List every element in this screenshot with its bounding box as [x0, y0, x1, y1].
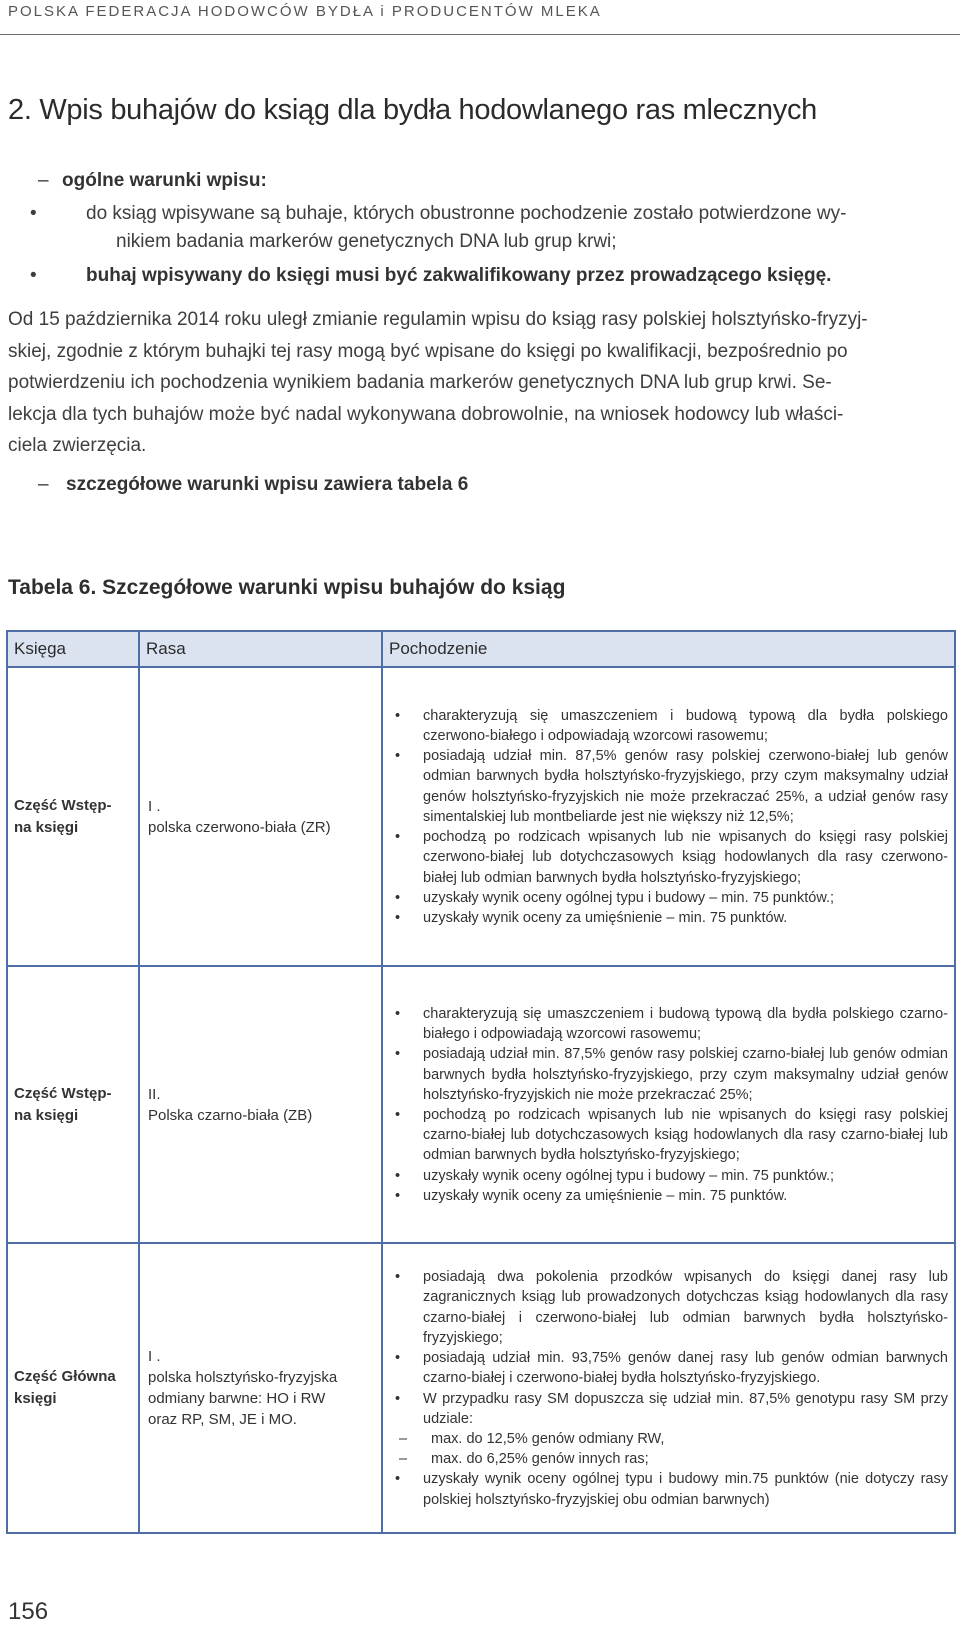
- table-row: [7, 1243, 955, 1533]
- general-heading: ogólne warunki wpisu:: [62, 170, 267, 191]
- detail-heading: szczegółowe warunki wpisu zawiera tabela 6: [66, 474, 469, 495]
- breed-cell: [139, 1243, 382, 1533]
- condition-item: • pochodzą po rodzicach wpisanych lub nie wpisanych do księgi rasy polskiej czerwono-białej lub dotychczasowych ksiąg hodowlanych dla rasy czerwono-białej lub odmian barwnych bydła holsztyńsko-fryzyjskiego;: [395, 829, 948, 886]
- bullet-1-line-2: nikiem badania markerów genetycznych DNA lub grup krwi;: [116, 231, 617, 252]
- table-title: Tabela 6. Szczegółowe warunki wpisu buhajów do ksiąg: [8, 576, 566, 599]
- breed-line: Polska czarno-biała (ZB): [148, 1106, 313, 1124]
- breed-cell: [139, 966, 382, 1243]
- breed-line: I .: [148, 1348, 161, 1365]
- header-text: POLSKA FEDERACJA HODOWCÓW BYDŁA i PRODUCENTÓW MLEKA: [8, 3, 602, 20]
- condition-subitem: – max. do 6,25% genów innych ras;: [399, 1451, 649, 1468]
- condition-item: • uzyskały wynik oceny za umięśnienie – min. 75 punktów.: [395, 909, 788, 926]
- paragraph-line: ciela zwierzęcia.: [8, 435, 147, 456]
- book-cell: [7, 966, 139, 1243]
- condition-item: • pochodzą po rodzicach wpisanych lub nie wpisanych do księgi rasy polskiej czarno-białej lub dotychczasowych ksiąg hodowlanych dla rasy czarno-białej lub odmian barwnych bydła holsztyńsko-fryzyjskiego;: [395, 1107, 948, 1164]
- paragraph-line: skiej, zgodnie z którym buhajki tej rasy mogą być wpisane do księgi po kwalifikacji, bezpośrednio po: [8, 340, 848, 362]
- book-line: Część Wstęp-: [14, 796, 112, 814]
- book-cell: [7, 667, 139, 966]
- paragraph-line: Od 15 października 2014 roku uległ zmianie regulamin wpisu do ksiąg rasy polskiej holsztyńsko-fryzyj-: [8, 309, 868, 330]
- paragraph-line: potwierdzeniu ich pochodzenia wynikiem badania markerów genetycznych DNA lub grup krwi. Se-: [8, 372, 832, 393]
- breed-line: polska holsztyńsko-fryzyjska: [148, 1369, 338, 1386]
- book-line: Część Wstęp-: [14, 1084, 112, 1102]
- running-header: [0, 0, 960, 40]
- header-breed: Rasa: [139, 631, 382, 667]
- header-origin: Pochodzenie: [382, 631, 955, 667]
- condition-item: • charakteryzują się umaszczeniem i budową typową dla bydła polskiego czarno-białego i odpowiadają wzorcowi rasowemu;: [395, 1005, 948, 1043]
- paragraph-line: lekcja dla tych buhajów może być nadal wykonywana dobrowolnie, na wniosek hodowcy lub właści-: [8, 403, 844, 425]
- bullet-2-text: buhaj wpisywany do księgi musi być zakwalifikowany przez prowadzącego księgę.: [86, 265, 832, 286]
- condition-item: • posiadają udział min. 87,5% genów rasy polskiej czerwono-białej lub genów odmian barwnych bydła holsztyńsko-fryzyjskiego, przy czym maksymalny udział genów holsztyńsko-fryzyjskich nie może przekraczać 25%, a udział genów rasy simentalskiej lub montbeliarde jest nie większy niż 12,5%;: [395, 748, 948, 825]
- book-cell: [7, 1243, 139, 1533]
- condition-item: • charakteryzują się umaszczeniem i budową typową dla bydła polskiego czerwono-białego i odpowiadają wzorcowi rasowemu;: [395, 707, 948, 745]
- condition-item: • uzyskały wynik oceny ogólnej typu i budowy min.75 punktów (nie dotyczy rasy polskiej holsztyńsko-fryzyjskiej obu odmian barwnych): [395, 1471, 948, 1508]
- condition-item: • uzyskały wynik oceny za umięśnienie – min. 75 punktów.: [395, 1187, 788, 1204]
- breed-cell: [139, 667, 382, 966]
- bullet-marker: •: [30, 265, 37, 286]
- condition-item: • uzyskały wynik oceny ogólnej typu i budowy – min. 75 punktów.;: [395, 1167, 835, 1184]
- condition-subitem: – max. do 12,5% genów odmiany RW,: [399, 1430, 665, 1447]
- condition-item: • posiadają udział min. 93,75% genów danej rasy lub genów odmian barwnych czarno-białej i czerwono-białej bydła holsztyńsko-fryzyjskiego.: [395, 1350, 948, 1387]
- breed-line: II.: [148, 1085, 161, 1103]
- book-line: na księgi: [14, 1106, 79, 1124]
- table-row: [7, 966, 955, 1243]
- table-row: [7, 667, 955, 966]
- page-number: 156: [8, 1598, 49, 1625]
- book-line: na księgi: [14, 818, 79, 836]
- condition-item: • posiadają dwa pokolenia przodków wpisanych do księgi danej rasy lub zagranicznych ksiąg lub prowadzonych dotychczas ksiąg hodowlanych dla rasy czarno-białej i czerwono-białej lub odmian barwnych bydła holsztyńsko-fryzyjskiego;: [395, 1269, 948, 1346]
- origin-cell: [382, 1243, 955, 1533]
- origin-cell: [382, 667, 955, 966]
- table-header-row: [7, 631, 955, 667]
- general-bullet-1: [8, 200, 954, 256]
- general-bullet-2: [8, 262, 954, 290]
- origin-cell: [382, 966, 955, 1243]
- condition-item: • uzyskały wynik oceny ogólnej typu i budowy – min. 75 punktów.;: [395, 889, 835, 906]
- dash-marker: –: [38, 474, 49, 495]
- conditions-table: [6, 630, 956, 1534]
- dash-marker: –: [38, 170, 49, 191]
- breed-line: oraz RP, SM, JE i MO.: [148, 1411, 297, 1428]
- book-line: księgi: [14, 1390, 57, 1407]
- bullet-1-line-1: do ksiąg wpisywane są buhaje, których obustronne pochodzenie zostało potwierdzone wy-: [86, 203, 847, 224]
- header-book: Księga: [7, 631, 139, 667]
- section-title: 2. Wpis buhajów do ksiąg dla bydła hodowlanego ras mlecznych: [8, 94, 817, 126]
- breed-line: odmiany barwne: HO i RW: [148, 1390, 326, 1407]
- breed-line: I .: [148, 797, 161, 815]
- condition-item: • posiadają udział min. 87,5% genów rasy polskiej czarno-białej lub genów odmian barwnych bydła holsztyńsko-fryzyjskiego, przy czym maksymalny udział genów holsztyńsko-fryzyjskich nie może przekraczać 25%;: [395, 1046, 948, 1103]
- policy-paragraph: [8, 304, 954, 462]
- header-rule: [0, 34, 960, 35]
- bullet-marker: •: [30, 203, 37, 224]
- book-line: Część Główna: [14, 1368, 116, 1385]
- breed-line: polska czerwono-biała (ZR): [148, 818, 331, 836]
- condition-item: • W przypadku rasy SM dopuszcza się udział min. 87,5% genotypu rasy SM przy udziale:: [395, 1390, 948, 1427]
